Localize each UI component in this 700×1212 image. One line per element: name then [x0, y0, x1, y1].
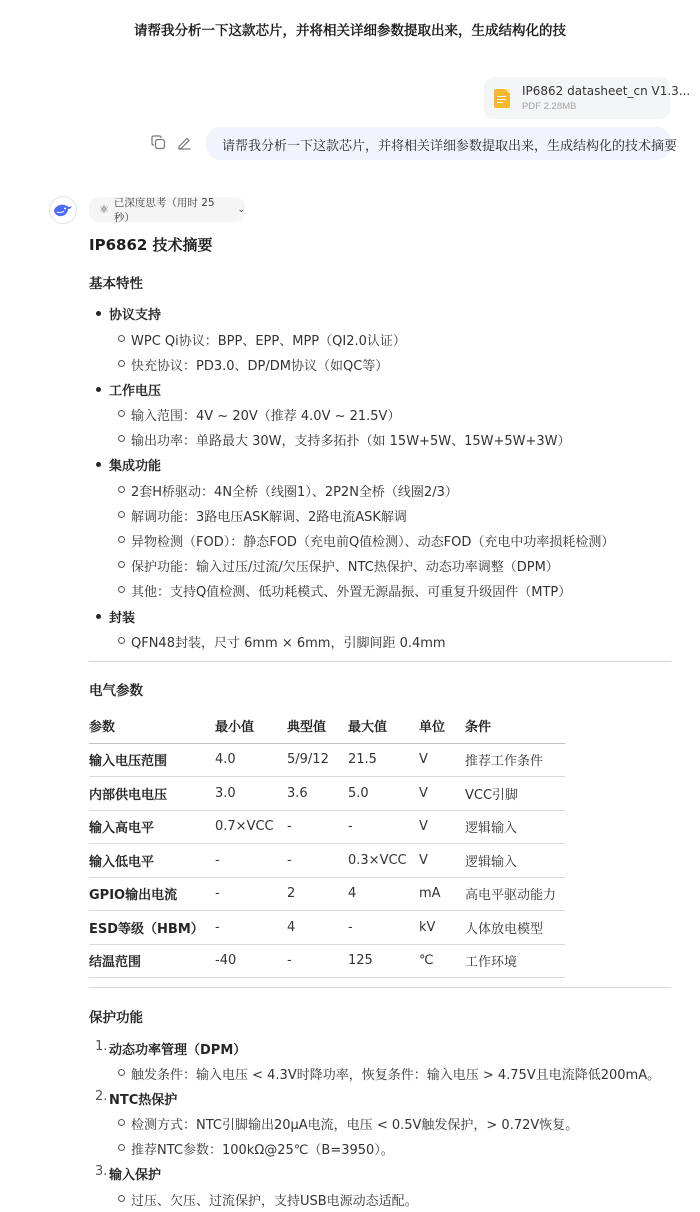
list-item: 触发条件：输入电压 < 4.3V时降功率，恢复条件：输入电压 > 4.75V且电流降低200mA。	[131, 1064, 660, 1083]
table-cell: 人体放电模型	[465, 911, 565, 945]
table-header-row	[89, 709, 565, 743]
list-item: 解调功能：3路电压ASK解调、2路电流ASK解调	[131, 506, 407, 525]
table-cell: V	[419, 844, 465, 878]
table-cell: V	[419, 810, 465, 844]
table-row	[89, 743, 565, 777]
list-item	[95, 1039, 247, 1058]
chevron-down-icon: ⌄	[237, 204, 245, 215]
table-cell: 工作环境	[465, 944, 565, 978]
table-cell: 4	[287, 911, 348, 945]
copy-icon[interactable]	[150, 134, 167, 151]
list-label: NTC热保护	[109, 1093, 178, 1108]
list-item: 保护功能：输入过压/过流/欠压保护、NTC热保护、动态功率调整（DPM）	[131, 556, 559, 575]
column-header: 最小值	[215, 709, 287, 743]
conversation-title: 请帮我分析一下这款芯片，并将相关详细参数提取出来，生成结构化的技	[134, 23, 566, 39]
list-number: 2.	[95, 1089, 108, 1104]
list-item: 其他：支持Q值检测、低功耗模式、外置无源晶振、可重复升级固件（MTP）	[131, 581, 571, 600]
table-cell: -	[348, 810, 419, 844]
list-item: WPC Qi协议：BPP、EPP、MPP（QI2.0认证）	[131, 330, 406, 349]
attachment-name: IP6862 datasheet_cn V1.3...	[522, 84, 691, 98]
list-item: 推荐NTC参数：100kΩ@25℃（B=3950）。	[131, 1139, 394, 1158]
table-cell: mA	[419, 877, 465, 911]
table-cell: -	[348, 911, 419, 945]
table-cell: 4.0	[215, 743, 287, 777]
table-cell: VCC引脚	[465, 777, 565, 811]
list-item	[95, 1164, 162, 1183]
table-cell: -	[287, 810, 348, 844]
edit-icon[interactable]	[176, 134, 193, 151]
list-item: 快充协议：PD3.0、DP/DM协议（如QC等）	[131, 355, 388, 374]
table-cell: -	[215, 877, 287, 911]
table-cell: GPIO输出电流	[89, 877, 215, 911]
list-label: 动态功率管理（DPM）	[109, 1043, 247, 1058]
assistant-avatar	[49, 196, 77, 224]
table-cell: 内部供电电压	[89, 777, 215, 811]
list-item: 协议支持	[109, 304, 161, 323]
table-row	[89, 877, 565, 911]
attachment-size: PDF 2.28MB	[522, 101, 577, 112]
atom-icon: ⚛	[99, 203, 109, 216]
list-item: 过压、欠压、过流保护，支持USB电源动态适配。	[131, 1190, 418, 1209]
section-heading-electrical: 电气参数	[89, 683, 143, 699]
list-item: QFN48封装，尺寸 6mm × 6mm，引脚间距 0.4mm	[131, 632, 446, 651]
list-item	[95, 1089, 178, 1108]
table-cell: 0.7×VCC	[215, 810, 287, 844]
table-cell: 输入电压范围	[89, 743, 215, 777]
divider	[89, 661, 671, 662]
column-header: 参数	[89, 709, 215, 743]
list-number: 3.	[95, 1164, 108, 1179]
table-cell: 0.3×VCC	[348, 844, 419, 878]
table-row	[89, 810, 565, 844]
section-heading-protection: 保护功能	[89, 1010, 143, 1026]
table-cell: kV	[419, 911, 465, 945]
table-cell: 推荐工作条件	[465, 743, 565, 777]
table-row	[89, 911, 565, 945]
table-cell: 5/9/12	[287, 743, 348, 777]
table-cell: ℃	[419, 944, 465, 978]
list-item: 封装	[109, 607, 135, 626]
table-cell: 2	[287, 877, 348, 911]
table-cell: 5.0	[348, 777, 419, 811]
table-cell: 4	[348, 877, 419, 911]
list-item: 2套H桥驱动：4N全桥（线圈1）、2P2N全桥（线圈2/3）	[131, 481, 458, 500]
list-item: 集成功能	[109, 455, 161, 474]
column-header: 最大值	[348, 709, 419, 743]
attachment-card[interactable]	[484, 77, 691, 119]
table-cell: -	[215, 911, 287, 945]
table-cell: -40	[215, 944, 287, 978]
table-cell: V	[419, 777, 465, 811]
thinking-toggle[interactable]	[89, 197, 245, 222]
section-heading-basic: 基本特性	[89, 276, 143, 292]
column-header: 典型值	[287, 709, 348, 743]
table-row	[89, 777, 565, 811]
table-cell: 逻辑输入	[465, 844, 565, 878]
list-label: 输入保护	[109, 1168, 162, 1183]
list-item: 输出功率：单路最大 30W，支持多拓扑（如 15W+5W、15W+5W+3W）	[131, 430, 571, 449]
list-item: 输入范围：4V ~ 20V（推荐 4.0V ~ 21.5V）	[131, 405, 400, 424]
list-item: 检测方式：NTC引脚输出20μA电流，电压 < 0.5V触发保护，> 0.72V恢复。	[131, 1114, 578, 1133]
response-title: IP6862 技术摘要	[89, 236, 213, 254]
message-actions	[150, 134, 193, 151]
table-cell: 输入高电平	[89, 810, 215, 844]
table-cell: 3.0	[215, 777, 287, 811]
user-message: 请帮我分析一下这款芯片，并将相关详细参数提取出来，生成结构化的技术摘要	[206, 127, 671, 160]
table-cell: -	[215, 844, 287, 878]
list-number: 1.	[95, 1039, 108, 1054]
table-cell: V	[419, 743, 465, 777]
table-row	[89, 944, 565, 978]
table-cell: 125	[348, 944, 419, 978]
pdf-file-icon	[494, 89, 510, 108]
table-row	[89, 844, 565, 878]
electrical-params-table	[89, 709, 565, 978]
table-cell: -	[287, 844, 348, 878]
column-header: 条件	[465, 709, 565, 743]
table-cell: 输入低电平	[89, 844, 215, 878]
table-cell: -	[287, 944, 348, 978]
thinking-label: 已深度思考（用时 25 秒）	[113, 196, 215, 224]
table-cell: 21.5	[348, 743, 419, 777]
table-cell: 3.6	[287, 777, 348, 811]
table-cell: ESD等级（HBM）	[89, 911, 215, 945]
list-item: 异物检测（FOD）：静态FOD（充电前Q值检测）、动态FOD（充电中功率损耗检测）	[131, 531, 614, 550]
column-header: 单位	[419, 709, 465, 743]
table-cell: 结温范围	[89, 944, 215, 978]
list-item: 工作电压	[109, 380, 161, 399]
table-cell: 逻辑输入	[465, 810, 565, 844]
whale-logo-icon	[53, 202, 73, 218]
divider	[89, 987, 671, 988]
table-cell: 高电平驱动能力	[465, 877, 565, 911]
